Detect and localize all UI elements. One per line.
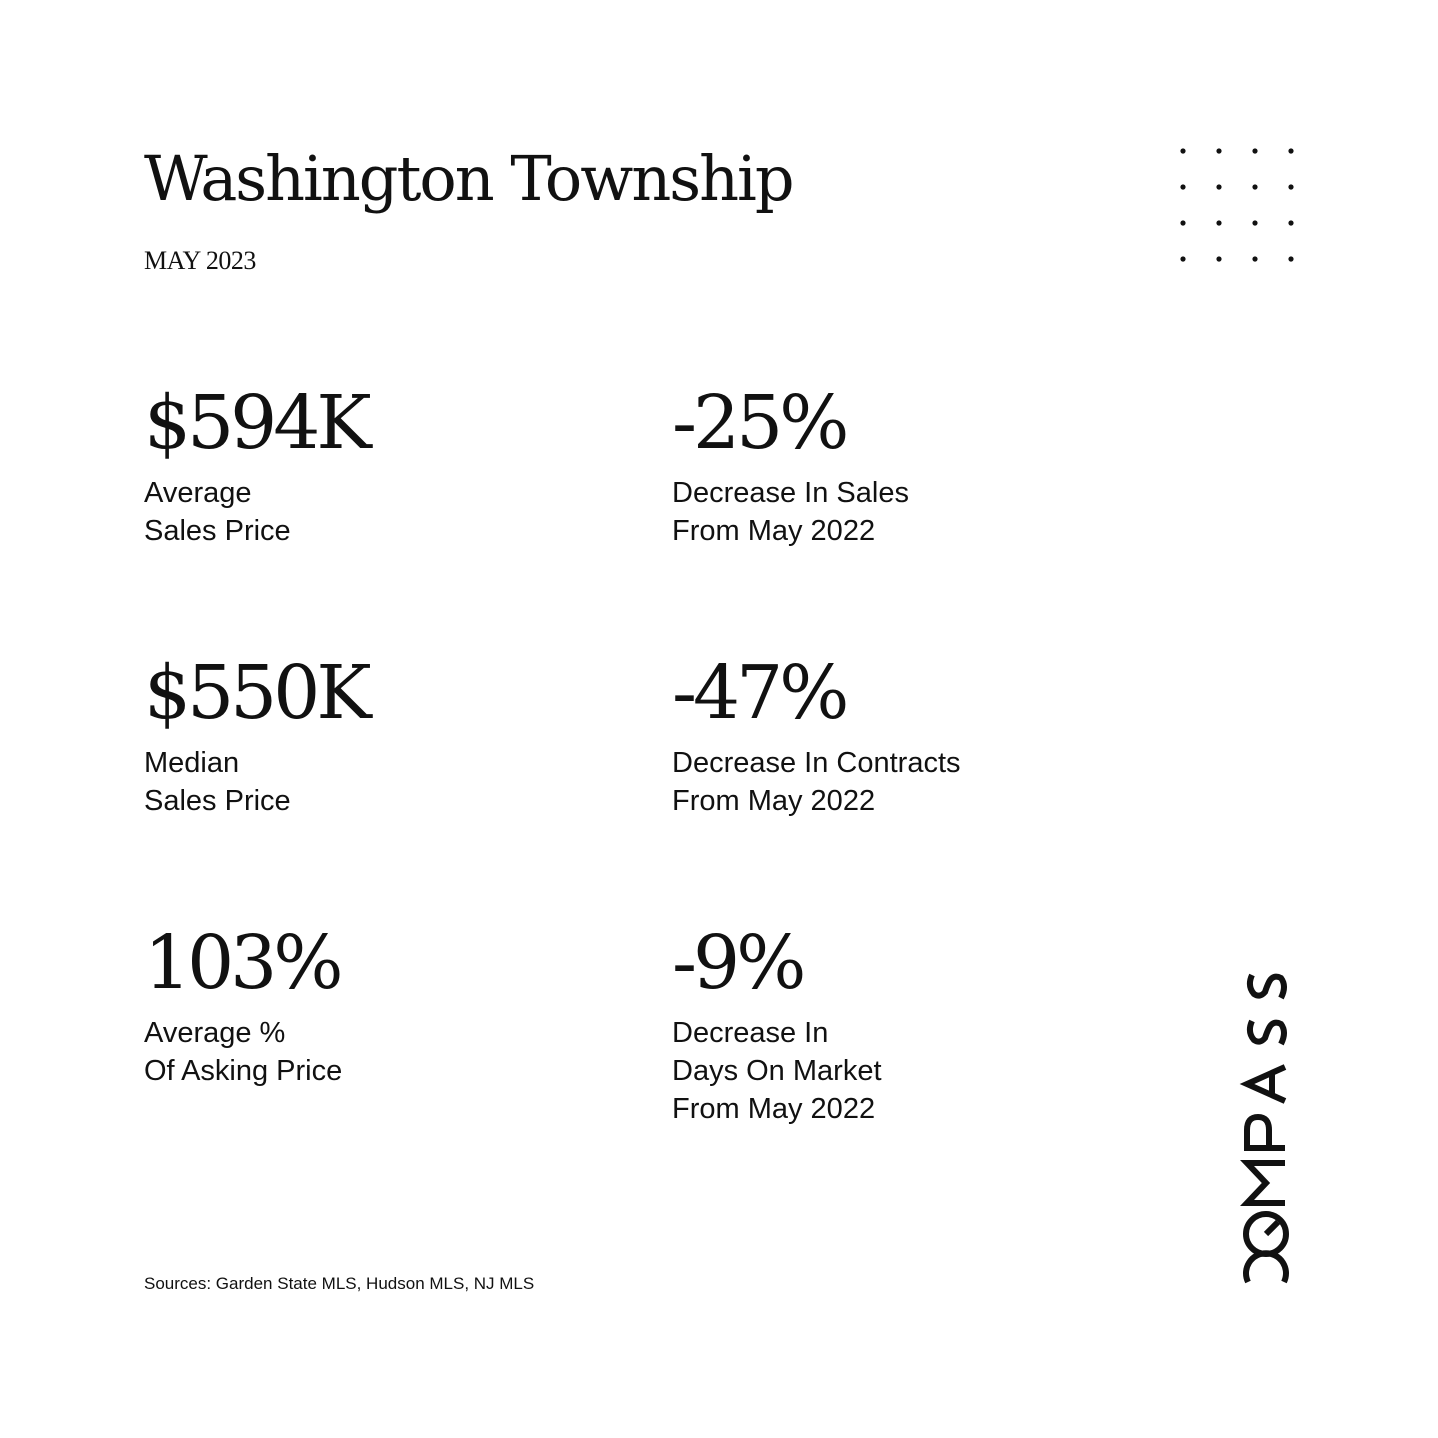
stat-value: $594K bbox=[144, 380, 368, 466]
dot-grid-icon bbox=[1176, 144, 1296, 264]
sources-note: Sources: Garden State MLS, Hudson MLS, NJ MLS bbox=[144, 1274, 535, 1293]
stat-label: Decrease In Sales From May 2022 bbox=[672, 477, 909, 547]
stat-days-on-market-change bbox=[672, 920, 1152, 1128]
stat-label: Average % Of Asking Price bbox=[144, 1017, 343, 1087]
stat-sales-change bbox=[672, 380, 1152, 550]
stat-value: $550K bbox=[144, 650, 368, 736]
stat-average-sales-price bbox=[144, 380, 624, 550]
stat-median-sales-price bbox=[144, 650, 624, 820]
stat-value: -25% bbox=[672, 380, 846, 466]
stat-contracts-change bbox=[672, 650, 1152, 820]
stat-value: -47% bbox=[672, 650, 846, 736]
stat-label: Average Sales Price bbox=[144, 477, 291, 547]
stat-label: Decrease In Days On Market From May 2022 bbox=[672, 1017, 882, 1125]
stat-label: Median Sales Price bbox=[144, 747, 291, 817]
stat-value: 103% bbox=[144, 920, 340, 1006]
report-period: MAY 2023 bbox=[144, 246, 256, 275]
stat-average-of-asking bbox=[144, 920, 624, 1090]
stat-label: Decrease In Contracts From May 2022 bbox=[672, 747, 961, 817]
page-title: Washington Township bbox=[144, 142, 793, 215]
compass-logo-icon bbox=[1238, 958, 1294, 1294]
stat-value: -9% bbox=[672, 920, 803, 1006]
